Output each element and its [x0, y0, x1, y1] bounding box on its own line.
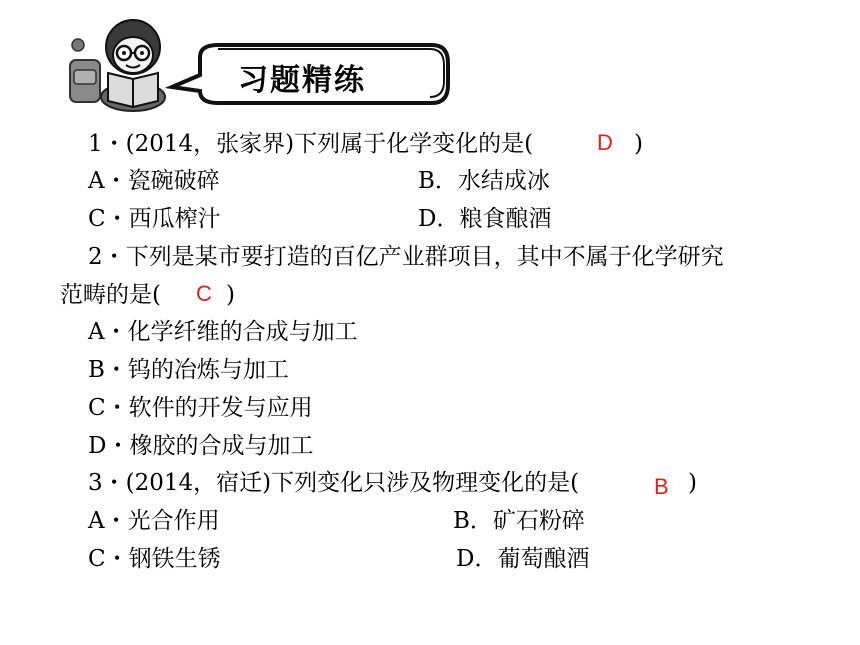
question-1-answer: D	[597, 130, 613, 155]
question-2-stem-line2: 范畴的是(	[60, 282, 161, 308]
question-3-option-c: C・钢铁生锈	[88, 546, 221, 572]
question-1-option-b: B．水结成冰	[418, 168, 550, 194]
question-2-stem-line1: 2・下列是某市要打造的百亿产业群项目，其中不属于化学研究	[88, 244, 724, 270]
section-title: 习题精练	[238, 63, 366, 98]
question-2-option-a: A・化学纤维的合成与加工	[88, 319, 358, 345]
question-3-option-d: D．葡萄酿酒	[456, 546, 590, 572]
question-2-close-paren: )	[226, 282, 235, 308]
question-1-close-paren: )	[634, 131, 643, 157]
question-2-option-d: D・橡胶的合成与加工	[88, 433, 314, 459]
question-3-option-b: B．矿石粉碎	[453, 508, 585, 534]
question-1-option-d: D．粮食酿酒	[418, 206, 552, 232]
question-1-option-a: A・瓷碗破碎	[88, 168, 220, 194]
question-2-option-b: B・钨的冶炼与加工	[88, 357, 289, 383]
question-3-option-a: A・光合作用	[88, 508, 220, 534]
section-header	[60, 15, 460, 115]
question-3-answer: B	[654, 474, 669, 499]
question-1-stem: 1・(2014，张家界)下列属于化学变化的是(	[88, 131, 534, 157]
question-2-option-c: C・软件的开发与应用	[88, 395, 313, 421]
question-1-option-c: C・西瓜榨汁	[88, 206, 221, 232]
question-3-close-paren: )	[688, 470, 697, 496]
question-3-stem: 3・(2014，宿迁)下列变化只涉及物理变化的是(	[88, 470, 580, 496]
question-2-answer: C	[196, 281, 212, 306]
